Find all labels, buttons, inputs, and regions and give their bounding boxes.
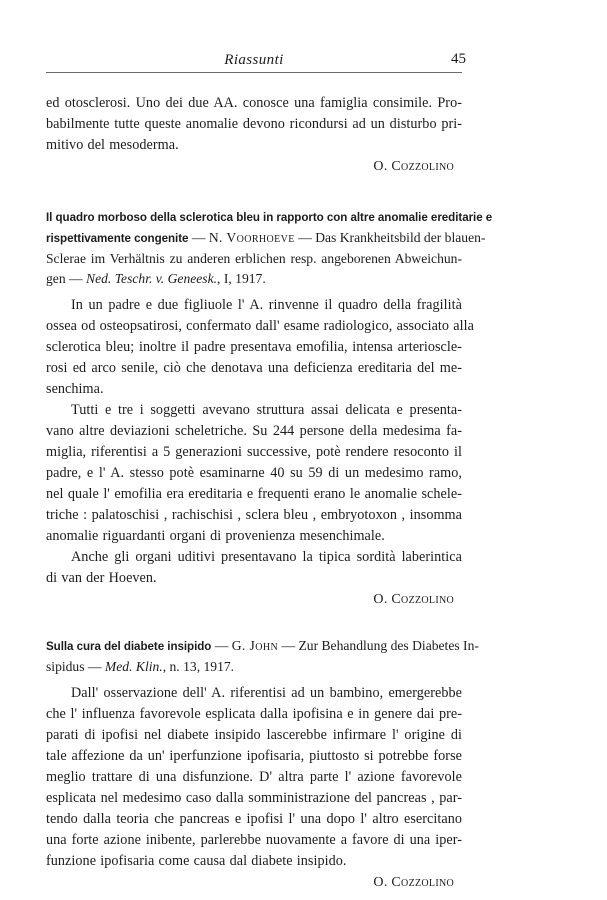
text-line: nel quale l' emofilia era ereditaria e frequenti erano le anomalie schele-	[46, 486, 462, 502]
heading-line	[46, 657, 462, 677]
heading-line	[46, 636, 479, 657]
journal-name: Med. Klin.	[104, 659, 163, 674]
text-line: triche : palatoschisi , rachischisi , sclera bleu , embryotoxon , insomma	[46, 507, 462, 523]
text-line: Anche gli organi uditivi presentavano la tipica sordità laberintica	[71, 549, 462, 565]
paragraph	[46, 547, 462, 589]
article-author: G. John	[231, 638, 279, 653]
text-line: meglio trattare di una disfunzione. D' altra parte l' azione favorevole	[46, 769, 462, 785]
heading-line	[46, 228, 486, 249]
page-number: 45	[451, 51, 466, 67]
paragraph	[46, 683, 462, 872]
paragraph	[46, 295, 474, 400]
heading-line: Sclerae im Verhältnis zu anderen erblichen resp. angeborenen Abweichun-	[46, 251, 462, 266]
running-head	[46, 50, 466, 73]
text-line: Dall' osservazione dell' A. riferentisi ad un bambino, emergerebbe	[71, 685, 462, 701]
text-line: padre, e l' A. stesso potè esaminarne 40 su 59 di un medesimo ramo,	[46, 465, 462, 481]
article-title: Sulla cura del diabete insipido	[46, 640, 212, 653]
dash-separator: —	[188, 230, 209, 245]
previous-abstract-ending	[46, 93, 462, 156]
article-author: N. Voorhoeve	[208, 230, 295, 245]
text-line: babilmente tutte queste anomalie devono ricondursi ad un disturbo pri-	[46, 116, 462, 132]
text-line: miglia, riferentisi a 5 generazioni successive, potè rendere resoconto il	[46, 444, 462, 460]
heading-line	[46, 207, 493, 228]
original-title: — Zur Behandlung des Diabetes In-	[278, 638, 479, 653]
text-line: vano altre deviazioni scheletriche. Su 244 persone della medesima fa-	[46, 423, 462, 439]
text-line: mitivo del mesoderma.	[46, 137, 179, 153]
text-line: funzione ipofisaria come causa dal diabete insipido.	[46, 853, 347, 869]
text-line: tendo dalla teoria che pancreas e ipofisi l' una dopo l' altro esercitano	[46, 811, 462, 827]
book-page	[46, 50, 493, 893]
original-title-end: sipidus —	[46, 659, 105, 674]
running-title: Riassunti	[224, 52, 284, 68]
signature-abstract-3: O. Cozzolino	[373, 875, 454, 890]
text-line: ossea od osteopsatirosi, confermato dall' esame radiologico, associato alla	[46, 318, 474, 334]
original-title-end: gen —	[46, 271, 87, 286]
text-line: di van der Hoeven.	[46, 570, 157, 586]
dash-separator: —	[211, 638, 232, 653]
text-line: anomalie riguardanti organi di provenienza mesenchimale.	[46, 528, 385, 544]
article-title: Il quadro morboso della sclerotica bleu in rapporto con altre anomalie ereditarie e	[46, 211, 493, 224]
paragraph	[46, 400, 462, 547]
text-line: una forte azione inibente, parlerebbe nuovamente a favore di una iper-	[46, 832, 462, 848]
text-line: rosi ed arco senile, ciò che denotava una deficienza ereditaria del me-	[46, 360, 462, 376]
article-heading-sclerotica	[46, 207, 493, 289]
journal-volume-year: , n. 13, 1917.	[162, 659, 235, 674]
signature-abstract-2: O. Cozzolino	[373, 592, 454, 607]
text-line: esplicata nel medesimo caso dalla somministrazione del pancreas , par-	[46, 790, 462, 806]
heading-line	[46, 269, 462, 289]
article-title-continued: rispettivamente congenite	[46, 232, 189, 245]
text-line: parati di ipofisi nel diabete insipido lascerebbe infirmare l' origine di	[46, 727, 462, 743]
text-line: ed otosclerosi. Uno dei due AA. conosce una famiglia consimile. Pro-	[46, 95, 462, 111]
text-line: tale affezione da un' iperfunzione ipofisaria, piuttosto si potrebbe forse	[46, 748, 462, 764]
journal-name: Ned. Teschr. v. Geneesk.	[86, 271, 218, 286]
journal-volume-year: , I, 1917.	[217, 271, 266, 286]
text-line: In un padre e due figliuole l' A. rinvenne il quadro della fragilità	[71, 297, 462, 313]
text-line: senchima.	[46, 381, 104, 397]
original-title: — Das Krankheitsbild der blauen-	[294, 230, 486, 245]
text-line: sclerotica bleu; inoltre il padre presentava emofilia, intensa arterioscle-	[46, 339, 462, 355]
signature-abstract-1: O. Cozzolino	[373, 159, 454, 174]
article-1-body	[46, 295, 474, 589]
text-line: Tutti e tre i soggetti avevano struttura assai delicata e presenta-	[71, 402, 462, 418]
article-heading-diabete	[46, 636, 479, 677]
article-2-body	[46, 683, 462, 872]
text-line: che l' influenza favorevole esplicata dalla ipofisina e in genere dai pre-	[46, 706, 462, 722]
